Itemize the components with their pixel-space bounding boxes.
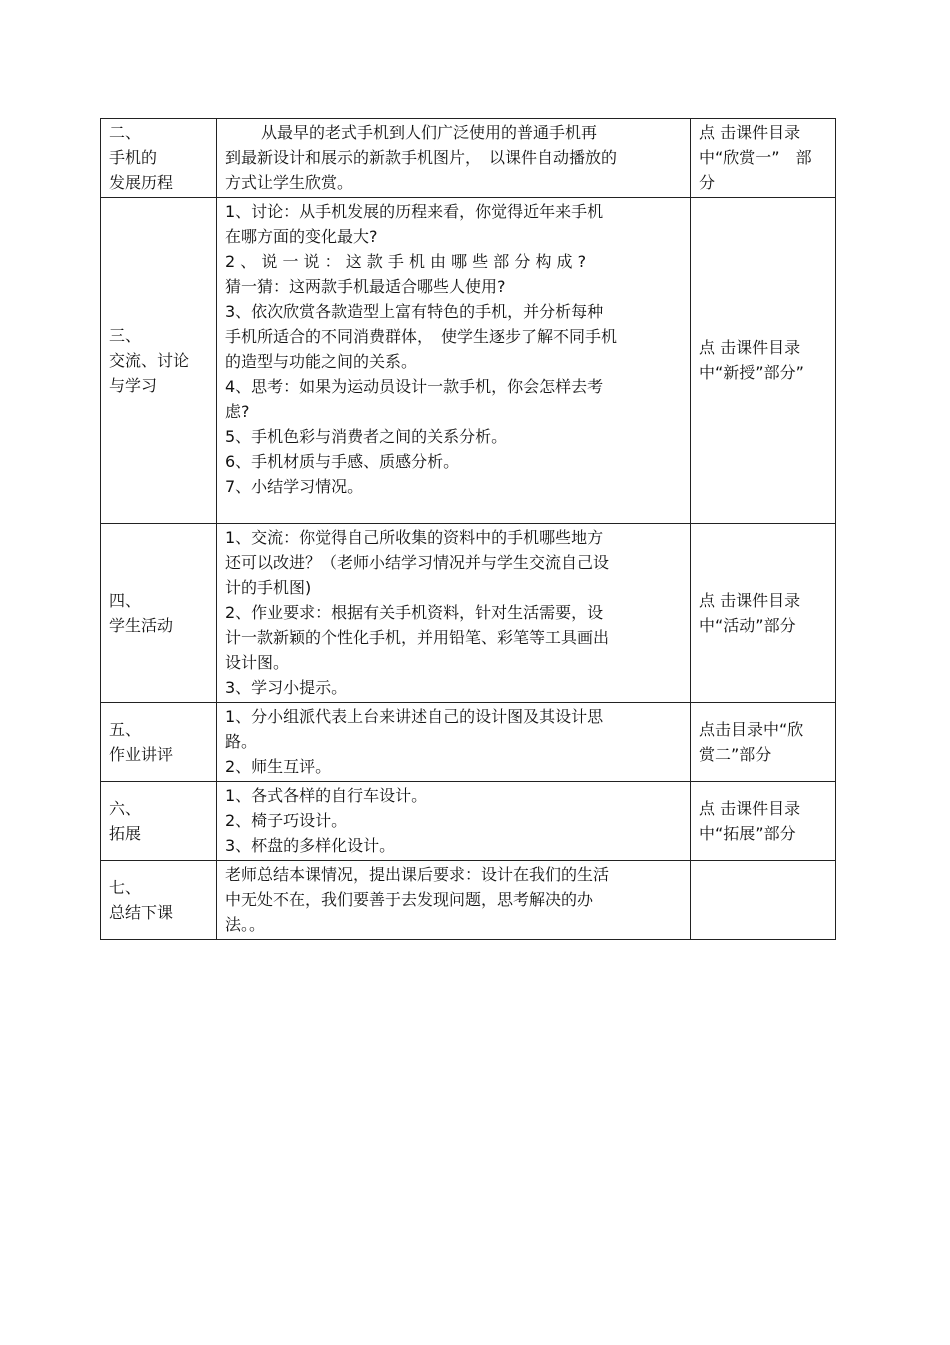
content-text: 手机所适合的不同消费群体， 使学生逐步了解不同手机 [225, 327, 618, 346]
stage-cell [101, 198, 217, 524]
stage-cell [101, 524, 217, 703]
content-cell [217, 703, 691, 782]
action-text: 点 击课件目录 [699, 338, 801, 357]
content-text: 猜一猜：这两款手机最适合哪些人使用? [225, 277, 506, 296]
content-text: 路。 [225, 732, 258, 751]
table-row [101, 782, 836, 861]
table-row [101, 524, 836, 703]
table-row [101, 198, 836, 524]
content-text: 6、手机材质与手感、质感分析。 [225, 452, 460, 471]
action-text: 中“活动”部分 [699, 615, 796, 635]
content-text: 3、学习小提示。 [225, 678, 348, 697]
content-text: 虑? [225, 402, 250, 421]
stage-text: 拓展 [109, 823, 142, 843]
action-cell [691, 782, 836, 861]
stage-text: 手机的 [109, 148, 158, 167]
content-text: 2、作业要求：根据有关手机资料，针对生活需要，设 [225, 603, 604, 622]
content-text: 设计图。 [225, 653, 290, 672]
content-text: 7、小结学习情况。 [225, 477, 364, 496]
content-text: 方式让学生欣赏。 [225, 173, 354, 192]
table-row [101, 861, 836, 940]
content-cell [217, 782, 691, 861]
content-text: 3、杯盘的多样化设计。 [225, 836, 396, 855]
stage-text: 二、 [109, 123, 142, 142]
action-text: 中“新授”部分” [699, 363, 804, 382]
action-cell [691, 119, 836, 198]
content-text: 1、交流：你觉得自己所收集的资料中的手机哪些地方 [225, 528, 604, 547]
action-cell [691, 703, 836, 782]
stage-text: 四、 [109, 590, 142, 610]
stage-cell [101, 703, 217, 782]
stage-text: 七、 [109, 877, 142, 897]
content-text: 从最早的老式手机到人们广泛使用的普通手机再 [261, 123, 598, 142]
content-text: 3、依次欣赏各款造型上富有特色的手机，并分析每种 [225, 302, 604, 321]
spacer [225, 499, 683, 521]
action-cell [691, 861, 836, 940]
content-text: 计一款新颖的个性化手机，并用铅笔、彩笔等工具画出 [225, 628, 610, 647]
stage-text: 作业讲评 [109, 744, 174, 764]
content-text: 计的手机图) [225, 578, 312, 597]
content-text: 到最新设计和展示的新款手机图片， 以课件自动播放的 [225, 148, 618, 167]
action-text: 点 击课件目录 [699, 798, 801, 818]
stage-cell [101, 782, 217, 861]
content-text: 2、椅子巧设计。 [225, 811, 348, 830]
action-text: 中“欣赏一” 部 [699, 148, 812, 167]
content-text: 4、思考：如果为运动员设计一款手机，你会怎样去考 [225, 377, 604, 396]
content-cell [217, 524, 691, 703]
stage-text: 发展历程 [109, 173, 174, 192]
content-text: 2 、 说 一 说 ： 这 款 手 机 由 哪 些 部 分 构 成 ? [225, 252, 587, 271]
content-text: 5、手机色彩与消费者之间的关系分析。 [225, 427, 508, 446]
stage-text: 三、 [109, 325, 142, 345]
action-text: 中“拓展”部分 [699, 823, 796, 843]
action-cell [691, 524, 836, 703]
action-text: 分 [699, 173, 716, 192]
content-text: 法。。 [225, 915, 266, 934]
action-text: 点 击课件目录 [699, 123, 801, 142]
content-text: 1、讨论：从手机发展的历程来看，你觉得近年来手机 [225, 202, 604, 221]
content-text: 中无处不在，我们要善于去发现问题，思考解决的办 [225, 890, 594, 909]
content-text: 1、各式各样的自行车设计。 [225, 786, 428, 805]
stage-text: 交流、讨论 [109, 350, 190, 370]
stage-cell [101, 861, 217, 940]
stage-cell [101, 119, 217, 198]
content-cell [217, 198, 691, 524]
content-text: 在哪方面的变化最大? [225, 227, 378, 246]
content-cell [217, 119, 691, 198]
content-cell [217, 861, 691, 940]
table-row [101, 703, 836, 782]
action-text: 赏二”部分 [699, 744, 772, 764]
content-text: 1、分小组派代表上台来讲述自己的设计图及其设计思 [225, 707, 604, 726]
stage-text: 五、 [109, 719, 142, 739]
table-row [101, 119, 836, 198]
stage-text: 六、 [109, 798, 142, 818]
action-cell [691, 198, 836, 524]
content-text: 还可以改进？（老师小结学习情况并与学生交流自己设 [225, 553, 610, 572]
action-text: 点 击课件目录 [699, 590, 801, 610]
content-text: 2、师生互评。 [225, 757, 332, 776]
content-text: 的造型与功能之间的关系。 [225, 352, 418, 371]
content-text: 老师总结本课情况，提出课后要求：设计在我们的生活 [225, 865, 610, 884]
stage-text: 与学习 [109, 375, 158, 395]
lesson-plan-table [100, 118, 836, 940]
stage-text: 总结下课 [109, 902, 174, 922]
stage-text: 学生活动 [109, 615, 174, 635]
action-text: 点击目录中“欣 [699, 719, 804, 739]
